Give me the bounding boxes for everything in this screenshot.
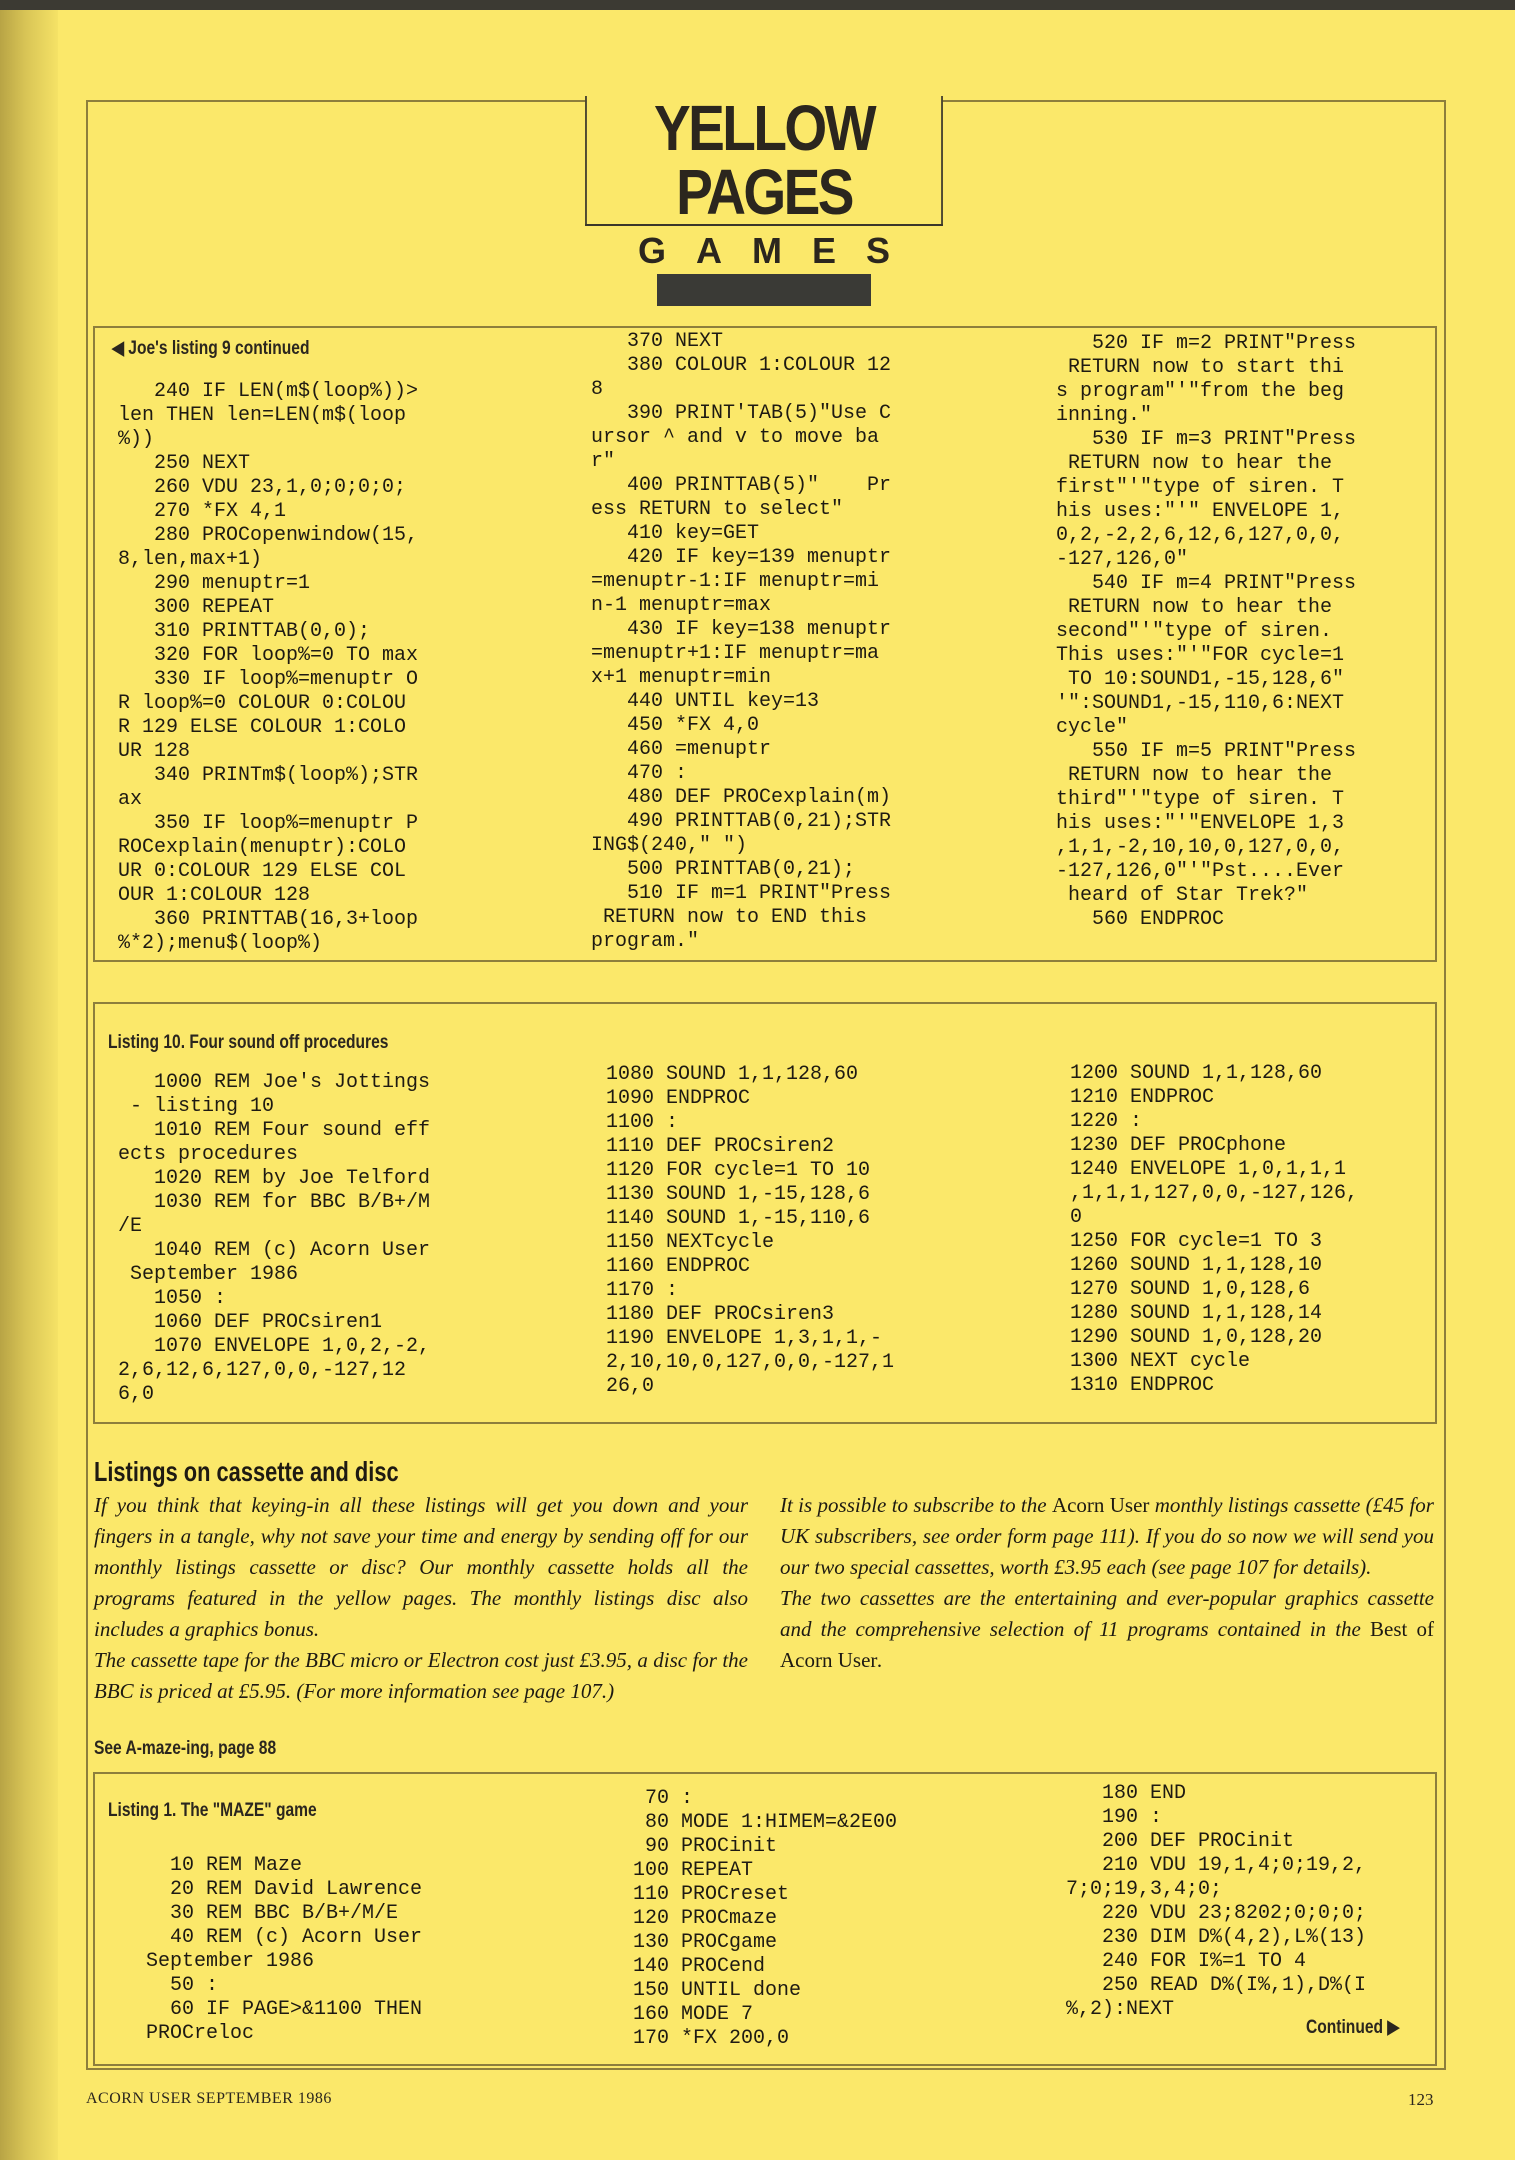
continued-label: Continued ▶ (1306, 2017, 1400, 2038)
listing10-col3: 1200 SOUND 1,1,128,60 1210 ENDPROC 1220 : 1230 DEF PROCphone 1240 ENVELOPE 1,0,1,1,1 ,1,1,1,127,0,0,-127,126, 0 1250 FOR cycle=1 TO 3 1260 SOUND 1,1,128,10 1270 SOUND 1,0,128,6 1280 SOUND 1,1,128,14 1290 SOUND 1,0,128,20 1300 NEXT cycle 1310 ENDPROC (1070, 1062, 1359, 1397)
listing1-col2: 70 : 80 MODE 1:HIMEM=&2E00 90 PROCinit 100 REPEAT 110 PROCreset 120 PROCmaze 130 PROCgame 140 PROCend 150 UNTIL done 160 MODE 7 170 *FX 200,0 (633, 1787, 898, 2050)
listing1-col3: 180 END 190 : 200 DEF PROCinit 210 VDU 19,1,4;0;19,2, 7;0;19,3,4;0; 220 VDU 23;8202;0;0;0; 230 DIM D%(4,2),L%(13) 240 FOR I%=1 TO 4 250 READ D%(I%,1),D%(I %,2):NEXT (1066, 1782, 1367, 2021)
cassette-left-text (94, 1490, 748, 1707)
see-also-note: See A-maze-ing, page 88 (94, 1738, 277, 1759)
cassette-right-text (780, 1490, 1434, 1676)
listing10-caption: Listing 10. Four sound off procedures (108, 1032, 389, 1053)
listing9-caption: ◀ Joe's listing 9 continued (112, 338, 310, 359)
cassette-right-p1-c: monthly listings cassette (£45 for UK subscribers, see order form page 111). If you do so now we will send you our two special cassettes, worth £3.95 each (see page 107 for details). (780, 1493, 1434, 1579)
page-number: 123 (1408, 2090, 1434, 2109)
cassette-right-p1-b: Acorn User (1051, 1493, 1150, 1517)
cassette-heading: Listings on cassette and disc (94, 1456, 399, 1487)
footer-publication: ACORN USER SEPTEMBER 1986 (86, 2090, 332, 2107)
cassette-right-p1 (780, 1490, 1434, 1583)
listing9-col3: 520 IF m=2 PRINT"Press RETURN now to start thi s program"'"from the beg inning." 530 IF m=3 PRINT"Press RETURN now to hear the first"'"type of siren. T his uses:"'" ENVELOPE 1, 0,2,-2,2,6,12,6,127,0,0, -127,126,0" 540 IF m=4 PRINT"Press RETURN now to hear the second"'"type of siren. This uses:"'"FOR cycle=1 TO 10:SOUND1,-15,128,6" '":SOUND1,-15,110,6:NEXT cycle" 550 IF m=5 PRINT"Press RETURN now to hear the third"'"type of siren. T his uses:"'"ENVELOPE 1,3 ,1,1,-2,10,10,0,127,0,0, -127,126,0"'"Pst....Ever heard of Star Trek?" 560 ENDPROC (1056, 332, 1357, 931)
header-bar (657, 274, 871, 306)
section-title: GAMES (637, 230, 920, 271)
listing9-col1: 240 IF LEN(m$(loop%))> len THEN len=LEN(m$(loop %)) 250 NEXT 260 VDU 23,1,0;0;0;0; 270 *FX 4,1 280 PROCopenwindow(15, 8,len,max+1) 290 menuptr=1 300 REPEAT 310 PRINTTAB(0,0); 320 FOR loop%=0 TO max 330 IF loop%=menuptr O R loop%=0 COLOUR 0:COLOU R 129 ELSE COLOUR 1:COLO UR 128 340 PRINTm$(loop%);STR ax 350 IF loop%=menuptr P ROCexplain(menuptr):COLO UR 0:COLOUR 129 ELSE COL OUR 1:COLOUR 128 360 PRINTTAB(16,3+loop %*2);menu$(loop%) (118, 380, 419, 955)
listing10-col2: 1080 SOUND 1,1,128,60 1090 ENDPROC 1100 : 1110 DEF PROCsiren2 1120 FOR cycle=1 TO 10 1130 SOUND 1,-15,128,6 1140 SOUND 1,-15,110,6 1150 NEXTcycle 1160 ENDPROC 1170 : 1180 DEF PROCsiren3 1190 ENVELOPE 1,3,1,1,- 2,10,10,0,127,0,0,-127,1 26,0 (606, 1063, 895, 1398)
cassette-left-p1: If you think that keying-in all these listings will get you down and your fingers in a tangle, why not save your time and energy by sending off for our monthly listings cassette or disc? Our monthly cassette holds all the programs featured in the yellow pages. The monthly listings disc also includes a graphics bonus. (94, 1493, 748, 1641)
cassette-right-p2 (780, 1583, 1434, 1676)
cassette-right-p2-a: The two cassettes are the entertaining and ever-popular graphics cassette and the comprehensive selection of 11 programs contained in the (780, 1586, 1434, 1641)
cassette-right-p1-a: It is possible to subscribe to the (780, 1493, 1052, 1517)
page-title: YELLOW PAGES (585, 96, 943, 226)
cassette-right-p2-c: . (877, 1648, 883, 1672)
listing10-col1: 1000 REM Joe's Jottings - listing 10 1010 REM Four sound eff ects procedures 1020 REM by Joe Telford 1030 REM for BBC B/B+/M /E 1040 REM (c) Acorn User September 1986 1050 : 1060 DEF PROCsiren1 1070 ENVELOPE 1,0,2,-2, 2,6,12,6,127,0,0,-127,12 6,0 (118, 1071, 431, 1406)
page-header (556, 92, 972, 306)
cassette-right-p2-b: Best of Acorn User (780, 1617, 1434, 1672)
listing1-col1: 10 REM Maze 20 REM David Lawrence 30 REM BBC B/B+/M/E 40 REM (c) Acorn User September 1986 50 : 60 IF PAGE>&1100 THEN PROCreloc (146, 1854, 423, 2045)
top-edge-shadow (0, 0, 1515, 10)
listing1-caption: Listing 1. The "MAZE" game (108, 1800, 317, 1821)
page-spine-shadow (0, 0, 58, 2160)
cassette-left-p2: The cassette tape for the BBC micro or Electron cost just £3.95, a disc for the BBC is priced at £5.95. (For more information see page 107.) (94, 1648, 748, 1703)
listing9-col2: 370 NEXT 380 COLOUR 1:COLOUR 12 8 390 PRINT'TAB(5)"Use C ursor ^ and v to move ba r" 400 PRINTTAB(5)" Pr ess RETURN to select" 410 key=GET 420 IF key=139 menuptr =menuptr-1:IF menuptr=mi n-1 menuptr=max 430 IF key=138 menuptr =menuptr+1:IF menuptr=ma x+1 menuptr=min 440 UNTIL key=13 450 *FX 4,0 460 =menuptr 470 : 480 DEF PROCexplain(m) 490 PRINTTAB(0,21);STR ING$(240," ") 500 PRINTTAB(0,21); 510 IF m=1 PRINT"Press RETURN now to END this program." (591, 330, 892, 953)
